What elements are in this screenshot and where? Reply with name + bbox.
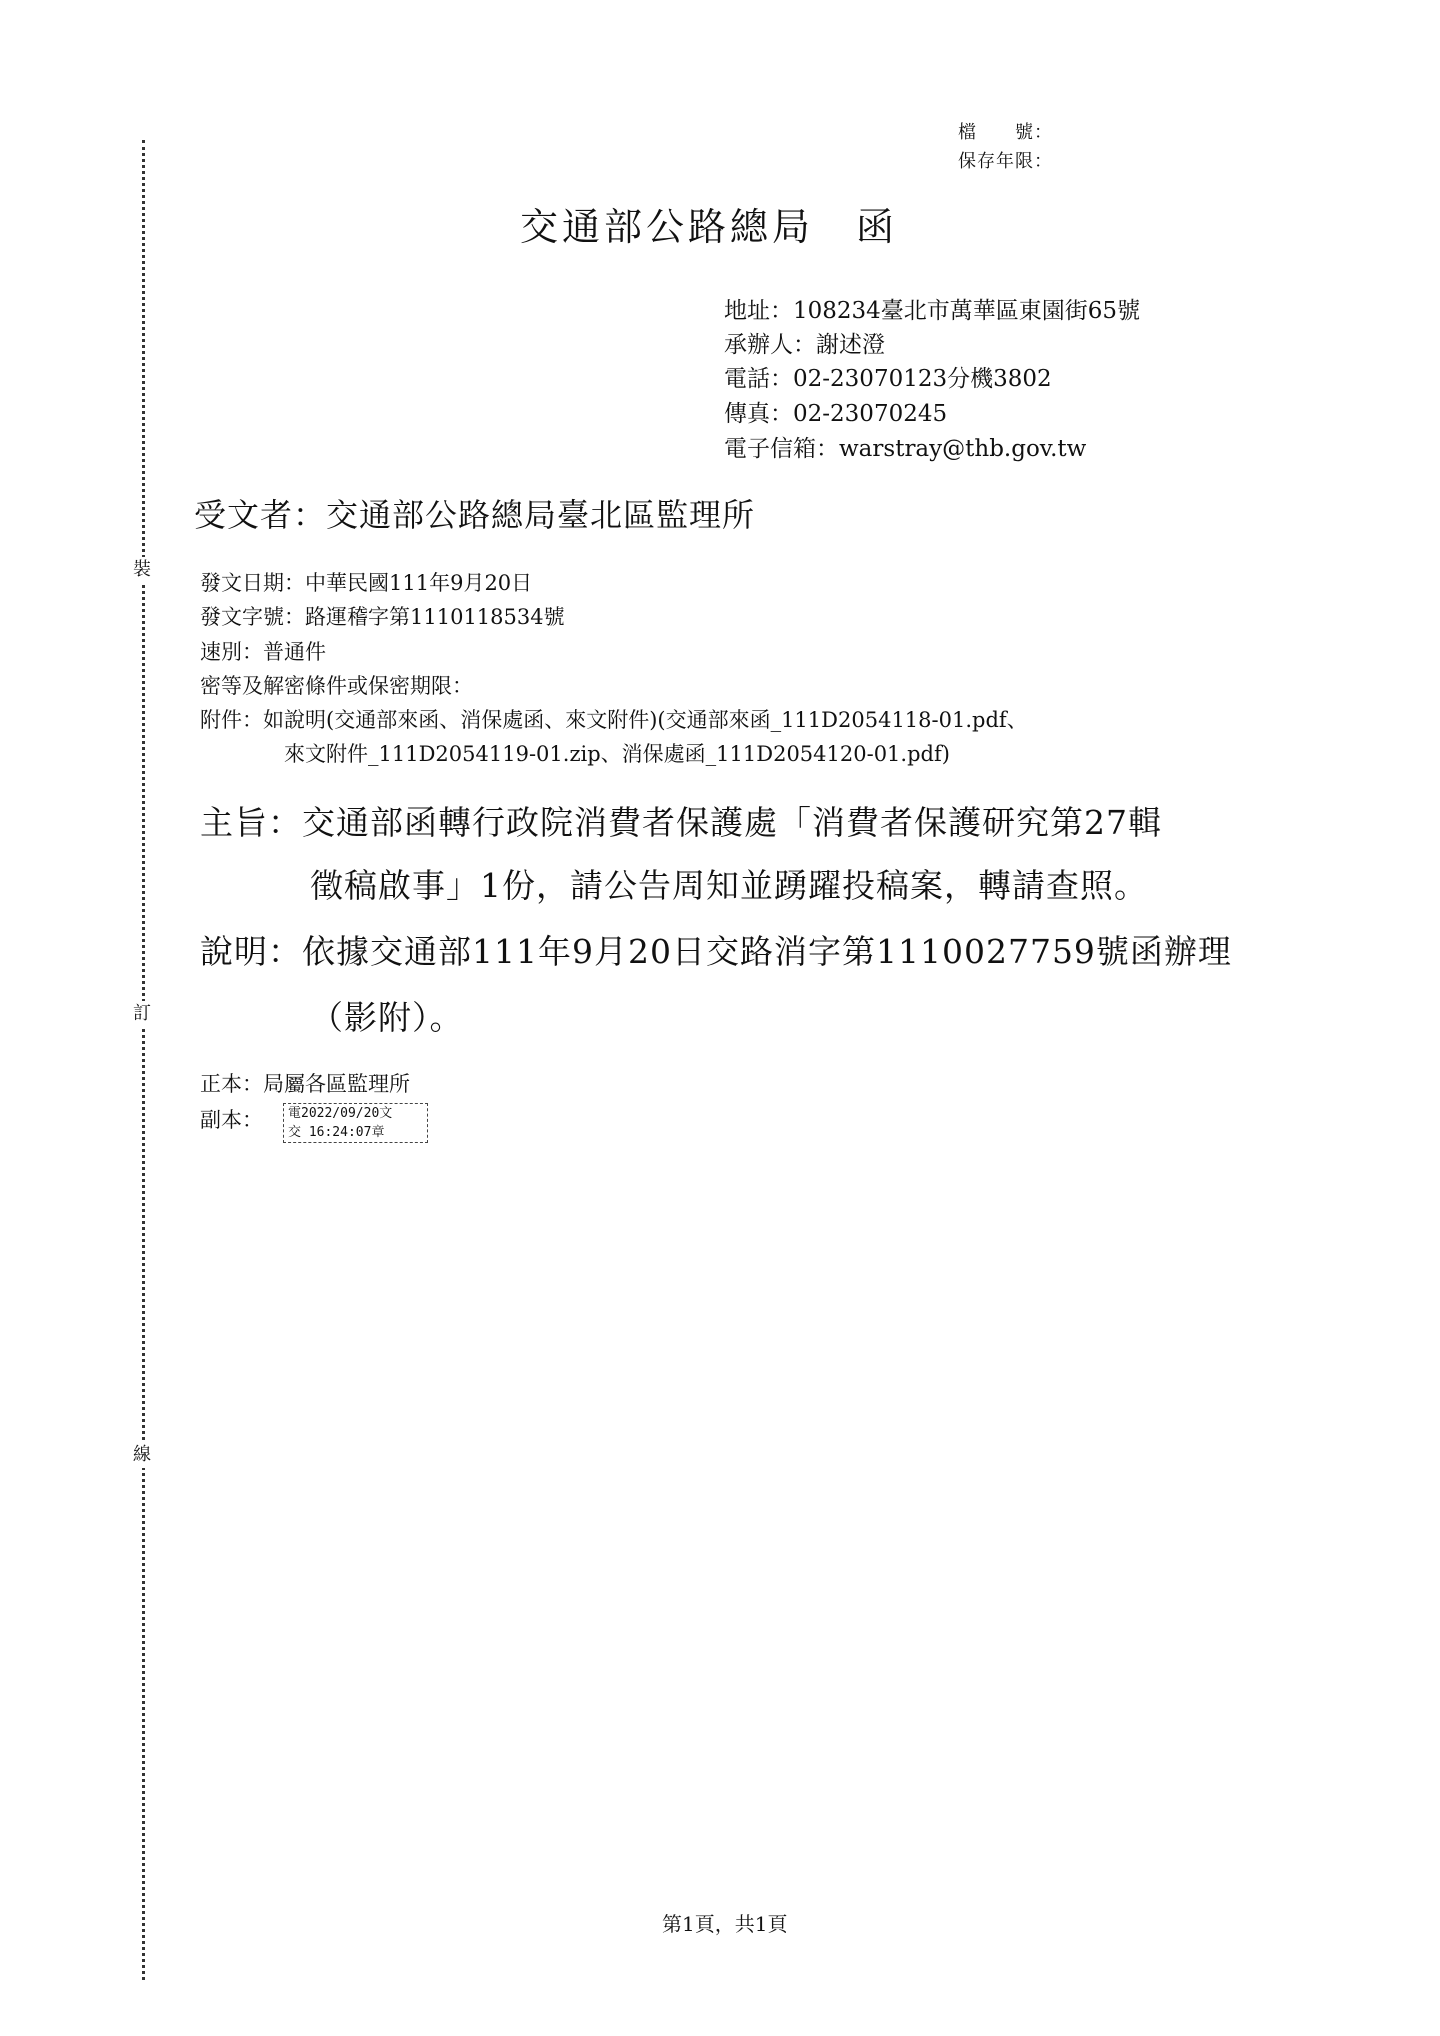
handler-line: 承辦人：謝述澄 bbox=[724, 332, 885, 358]
subject-line-1: 主旨：交通部函轉行政院消費者保護處「消費者保護研究第27輯 bbox=[200, 803, 1162, 842]
document-title: 交通部公路總局 函 bbox=[520, 205, 899, 249]
explanation-line-2: （影附）。 bbox=[310, 998, 464, 1037]
stamp-line-2: 交 16:24:07章 bbox=[288, 1125, 385, 1140]
issue-date-line: 發文日期：中華民國111年9月20日 bbox=[200, 571, 533, 595]
attachment-line-2: 來文附件_111D2054119-01.zip、消保處函_111D2054120-01.pdf) bbox=[284, 742, 950, 766]
phone-line: 電話：02-23070123分機3802 bbox=[724, 366, 1052, 392]
binding-margin-line bbox=[142, 140, 145, 1980]
original-recipient-line: 正本：局屬各區監理所 bbox=[200, 1072, 410, 1096]
electronic-exchange-stamp bbox=[283, 1103, 428, 1143]
attachment-line-1: 附件：如說明(交通部來函、消保處函、來文附件)(交通部來函_111D2054118-01.pdf、 bbox=[200, 708, 1028, 732]
stamp-line-1: 電2022/09/20文 bbox=[288, 1106, 393, 1121]
email-line: 電子信箱：warstray@thb.gov.tw bbox=[724, 436, 1087, 462]
retention-period-label: 保存年限： bbox=[958, 151, 1053, 172]
delivery-speed-line: 速別：普通件 bbox=[200, 640, 326, 664]
page-number-footer: 第1頁，共1頁 bbox=[662, 1912, 788, 1936]
document-number-line: 發文字號：路運稽字第1110118534號 bbox=[200, 605, 565, 629]
binding-mark-xian: 線 bbox=[124, 1442, 160, 1468]
fax-line: 傳真：02-23070245 bbox=[724, 401, 948, 427]
address-line: 地址：108234臺北市萬華區東園街65號 bbox=[724, 298, 1141, 324]
explanation-line-1: 說明：依據交通部111年9月20日交路消字第1110027759號函辦理 bbox=[200, 932, 1232, 971]
copy-recipient-label: 副本： bbox=[200, 1108, 263, 1132]
binding-mark-zhuang: 裝 bbox=[124, 557, 160, 583]
security-level-line: 密等及解密條件或保密期限： bbox=[200, 674, 473, 698]
recipient-line: 受文者：交通部公路總局臺北區監理所 bbox=[194, 496, 756, 534]
subject-line-2: 徵稿啟事」1份，請公告周知並踴躍投稿案，轉請查照。 bbox=[310, 866, 1148, 905]
binding-mark-ding: 訂 bbox=[124, 1001, 160, 1027]
file-number-label: 檔 號： bbox=[958, 122, 1053, 143]
